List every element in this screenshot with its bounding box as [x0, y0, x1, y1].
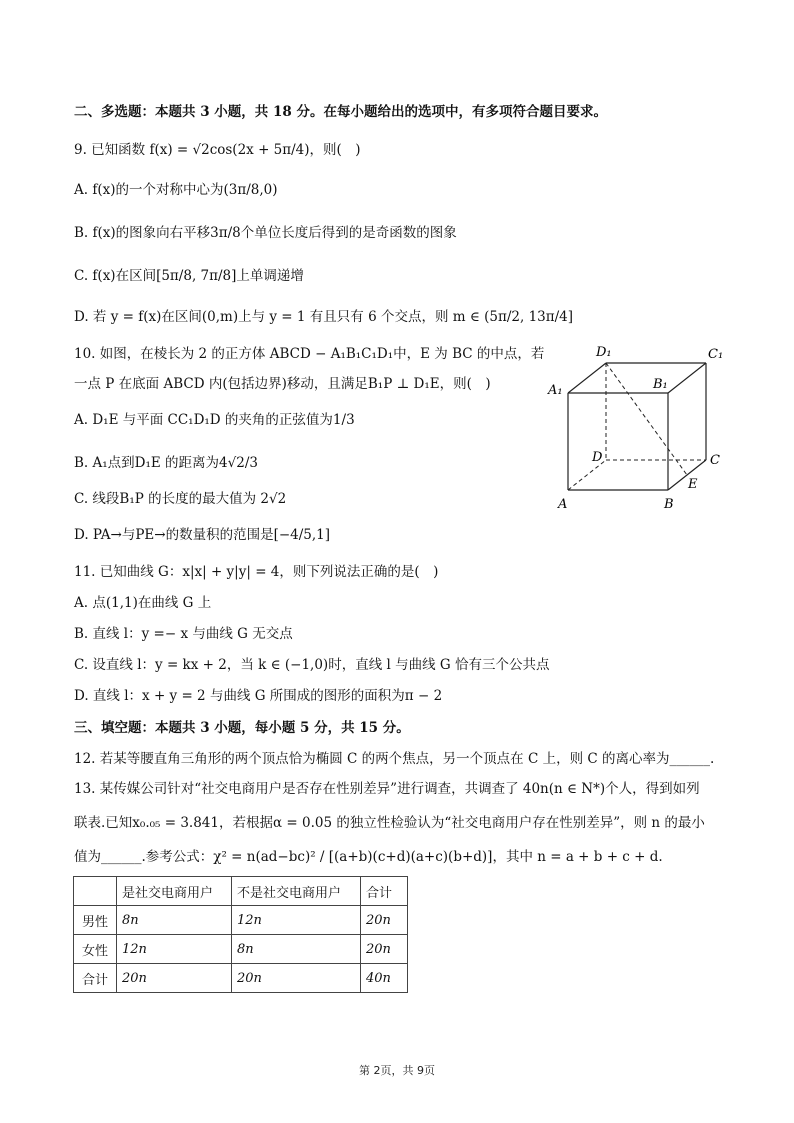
- table-cell: 12n: [232, 906, 361, 935]
- q12-stem: 12. 若某等腰直角三角形的两个顶点恰为椭圆 C 的两个焦点，另一个顶点在 C 上，则 C 的离心率为______.: [74, 751, 715, 767]
- table-cell: 女性: [74, 935, 117, 964]
- table-row: [74, 906, 408, 935]
- cube-figure: [540, 338, 730, 518]
- table-header-cell: 不是社交电商用户: [232, 877, 361, 906]
- table-cell: 20n: [117, 964, 232, 993]
- label-A1: A₁: [548, 383, 563, 398]
- q9-option-c: C. f(x)在区间[5π/8, 7π/8]上单调递增: [74, 268, 304, 284]
- label-B1: B₁: [653, 377, 668, 392]
- q10-option-a: A. D₁E 与平面 CC₁D₁D 的夹角的正弦值为1/3: [74, 412, 355, 428]
- table-header-cell: 合计: [361, 877, 408, 906]
- q11-option-d: D. 直线 l：x + y = 2 与曲线 G 所围成的图形的面积为π − 2: [74, 688, 443, 704]
- table-cell: 20n: [232, 964, 361, 993]
- q9-option-a: A. f(x)的一个对称中心为(3π/8,0): [74, 182, 278, 198]
- q10-option-d: D. PA→与PE→的数量积的范围是[−4/5,1]: [74, 527, 331, 543]
- table-cell: 合计: [74, 964, 117, 993]
- q10-stem-1: 10. 如图，在棱长为 2 的正方体 ABCD − A₁B₁C₁D₁中，E 为 BC 的中点，若: [74, 346, 545, 362]
- q10-option-b: B. A₁点到D₁E 的距离为4√2/3: [74, 455, 258, 471]
- label-C1: C₁: [708, 347, 724, 362]
- table-row: [74, 935, 408, 964]
- table-cell: 男性: [74, 906, 117, 935]
- table-cell: 20n: [361, 935, 408, 964]
- q9-stem: 9. 已知函数 f(x) = √2cos(2x + 5π/4)，则( ): [74, 142, 361, 158]
- table-header-row: [74, 877, 408, 906]
- table-cell: 8n: [232, 935, 361, 964]
- table-cell: 40n: [361, 964, 408, 993]
- label-C: C: [710, 453, 720, 468]
- table-cell: 12n: [117, 935, 232, 964]
- q13-line-1: 13. 某传媒公司针对“社交电商用户是否存在性别差异”进行调查，共调查了 40n(n ∈ N*)个人，得到如列: [74, 781, 700, 797]
- q10-stem-2: 一点 P 在底面 ABCD 内(包括边界)移动，且满足B₁P ⊥ D₁E，则( ): [74, 376, 491, 392]
- label-A: A: [558, 497, 568, 512]
- q13-line-3: 值为______.参考公式：χ² = n(ad−bc)² / [(a+b)(c+d)(a+c)(b+d)]，其中 n = a + b + c + d.: [74, 849, 663, 865]
- table-cell: 20n: [361, 906, 408, 935]
- label-D1: D₁: [596, 345, 612, 360]
- q11-stem: 11. 已知曲线 G：x|x| + y|y| = 4，则下列说法正确的是( ): [74, 564, 439, 580]
- page-footer: 第 2页，共 9页: [359, 1064, 435, 1077]
- segment-D1E-hidden: [606, 363, 687, 475]
- table-header-cell: [74, 877, 117, 906]
- table-header-cell: 是社交电商用户: [117, 877, 232, 906]
- q13-line-2: 联表.已知x₀.₀₅ = 3.841，若根据α = 0.05 的独立性检验认为“社交电商用户存在性别差异”，则 n 的最小: [74, 815, 705, 831]
- edge-A1D1: [568, 363, 606, 393]
- q9-option-d: D. 若 y = f(x)在区间(0,m)上与 y = 1 有且只有 6 个交点，则 m ∈ (5π/2, 13π/4]: [74, 309, 574, 325]
- contingency-table: [73, 876, 408, 993]
- label-E: E: [688, 477, 698, 492]
- edge-B1C1: [668, 363, 706, 393]
- label-D: D: [592, 450, 603, 465]
- table-cell: 8n: [117, 906, 232, 935]
- section2-heading: 二、多选题：本题共 3 小题，共 18 分。在每小题给出的选项中，有多项符合题目要求。: [74, 104, 607, 120]
- table-row: [74, 964, 408, 993]
- q9-option-b: B. f(x)的图象向右平移3π/8个单位长度后得到的是奇函数的图象: [74, 225, 457, 241]
- q11-option-b: B. 直线 l：y =− x 与曲线 G 无交点: [74, 626, 293, 642]
- q11-option-a: A. 点(1,1)在曲线 G 上: [74, 595, 212, 611]
- label-B: B: [664, 497, 674, 512]
- q11-option-c: C. 设直线 l：y = kx + 2，当 k ∈ (−1,0)时，直线 l 与曲线 G 恰有三个公共点: [74, 657, 550, 673]
- section3-heading: 三、填空题：本题共 3 小题，每小题 5 分，共 15 分。: [74, 720, 410, 736]
- q10-option-c: C. 线段B₁P 的长度的最大值为 2√2: [74, 491, 287, 507]
